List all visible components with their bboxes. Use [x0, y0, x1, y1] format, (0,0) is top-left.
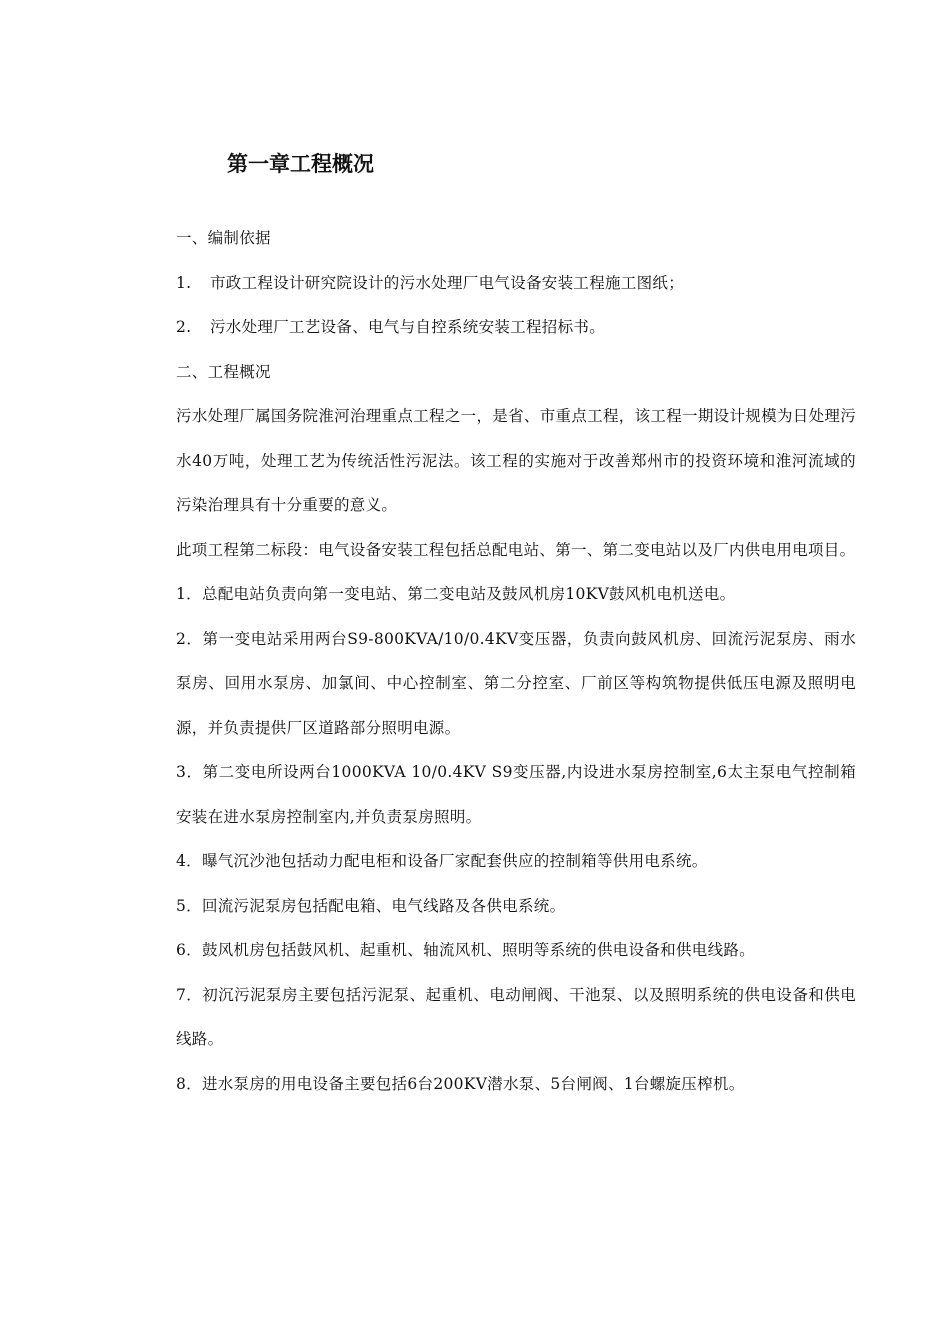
list-item: 7．初沉污泥泵房主要包括污泥泵、起重机、电动闸阀、干池泵、以及照明系统的供电设备和供电线路。 — [176, 985, 856, 1048]
list-item: 2．第一变电站采用两台S9-800KVA/10/0.4KV变压器，负责向鼓风机房、回流污泥泵房、雨水泵房、回用水泵房、加氯间、中心控制室、第二分控室、厂前区等构筑物提供低压电源及照明电源，并负责提供厂区道路部分照明电源。 — [176, 629, 856, 737]
list-item: 6．鼓风机房包括鼓风机、起重机、轴流风机、照明等系统的供电设备和供电线路。 — [176, 941, 755, 959]
document-body — [176, 216, 856, 1106]
list-item: 5．回流污泥泵房包括配电箱、电气线路及各供电系统。 — [176, 896, 566, 915]
basis-item-number: 2. — [176, 318, 192, 336]
basis-item-text: 市政工程设计研究院设计的污水处理厂电气设备安装工程施工图纸； — [210, 273, 685, 292]
section-heading-overview: 二、工程概况 — [176, 362, 271, 381]
basis-item-text: 污水处理厂工艺设备、电气与自控系统安装工程招标书。 — [210, 318, 606, 336]
basis-item-1 — [176, 261, 856, 306]
overview-paragraph-1: 污水处理厂属国务院淮河治理重点工程之一，是省、市重点工程，该工程一期设计规模为日处理污水40万吨，处理工艺为传统活性污泥法。该工程的实施对于改善郑州市的投资环境和淮河流域的污染治理具有十分重要的意义。 — [176, 407, 856, 514]
basis-item-number: 1. — [176, 273, 192, 292]
chapter-title: 第一章工程概况 — [227, 151, 374, 176]
list-item: 1．总配电站负责向第一变电站、第二变电站及鼓风机房10KV鼓风机电机送电。 — [176, 585, 736, 603]
section-heading-basis: 一、编制依据 — [176, 229, 271, 247]
list-item: 3．第二变电所设两台1000KVA 10/0.4KV S9变压器,内设进水泵房控制室,6太主泵电气控制箱安装在进水泵房控制室内,并负责泵房照明。 — [176, 763, 856, 826]
list-item: 8．进水泵房的用电设备主要包括6台200KV潜水泵、5台闸阀、1台螺旋压榨机。 — [176, 1074, 745, 1093]
list-item: 4．曝气沉沙池包括动力配电柜和设备厂家配套供应的控制箱等供用电系统。 — [176, 852, 708, 870]
overview-paragraph-2: 此项工程第二标段：电气设备安装工程包括总配电站、第一、第二变电站以及厂内供电用电项目。 — [176, 540, 856, 559]
basis-item-2 — [176, 305, 856, 350]
